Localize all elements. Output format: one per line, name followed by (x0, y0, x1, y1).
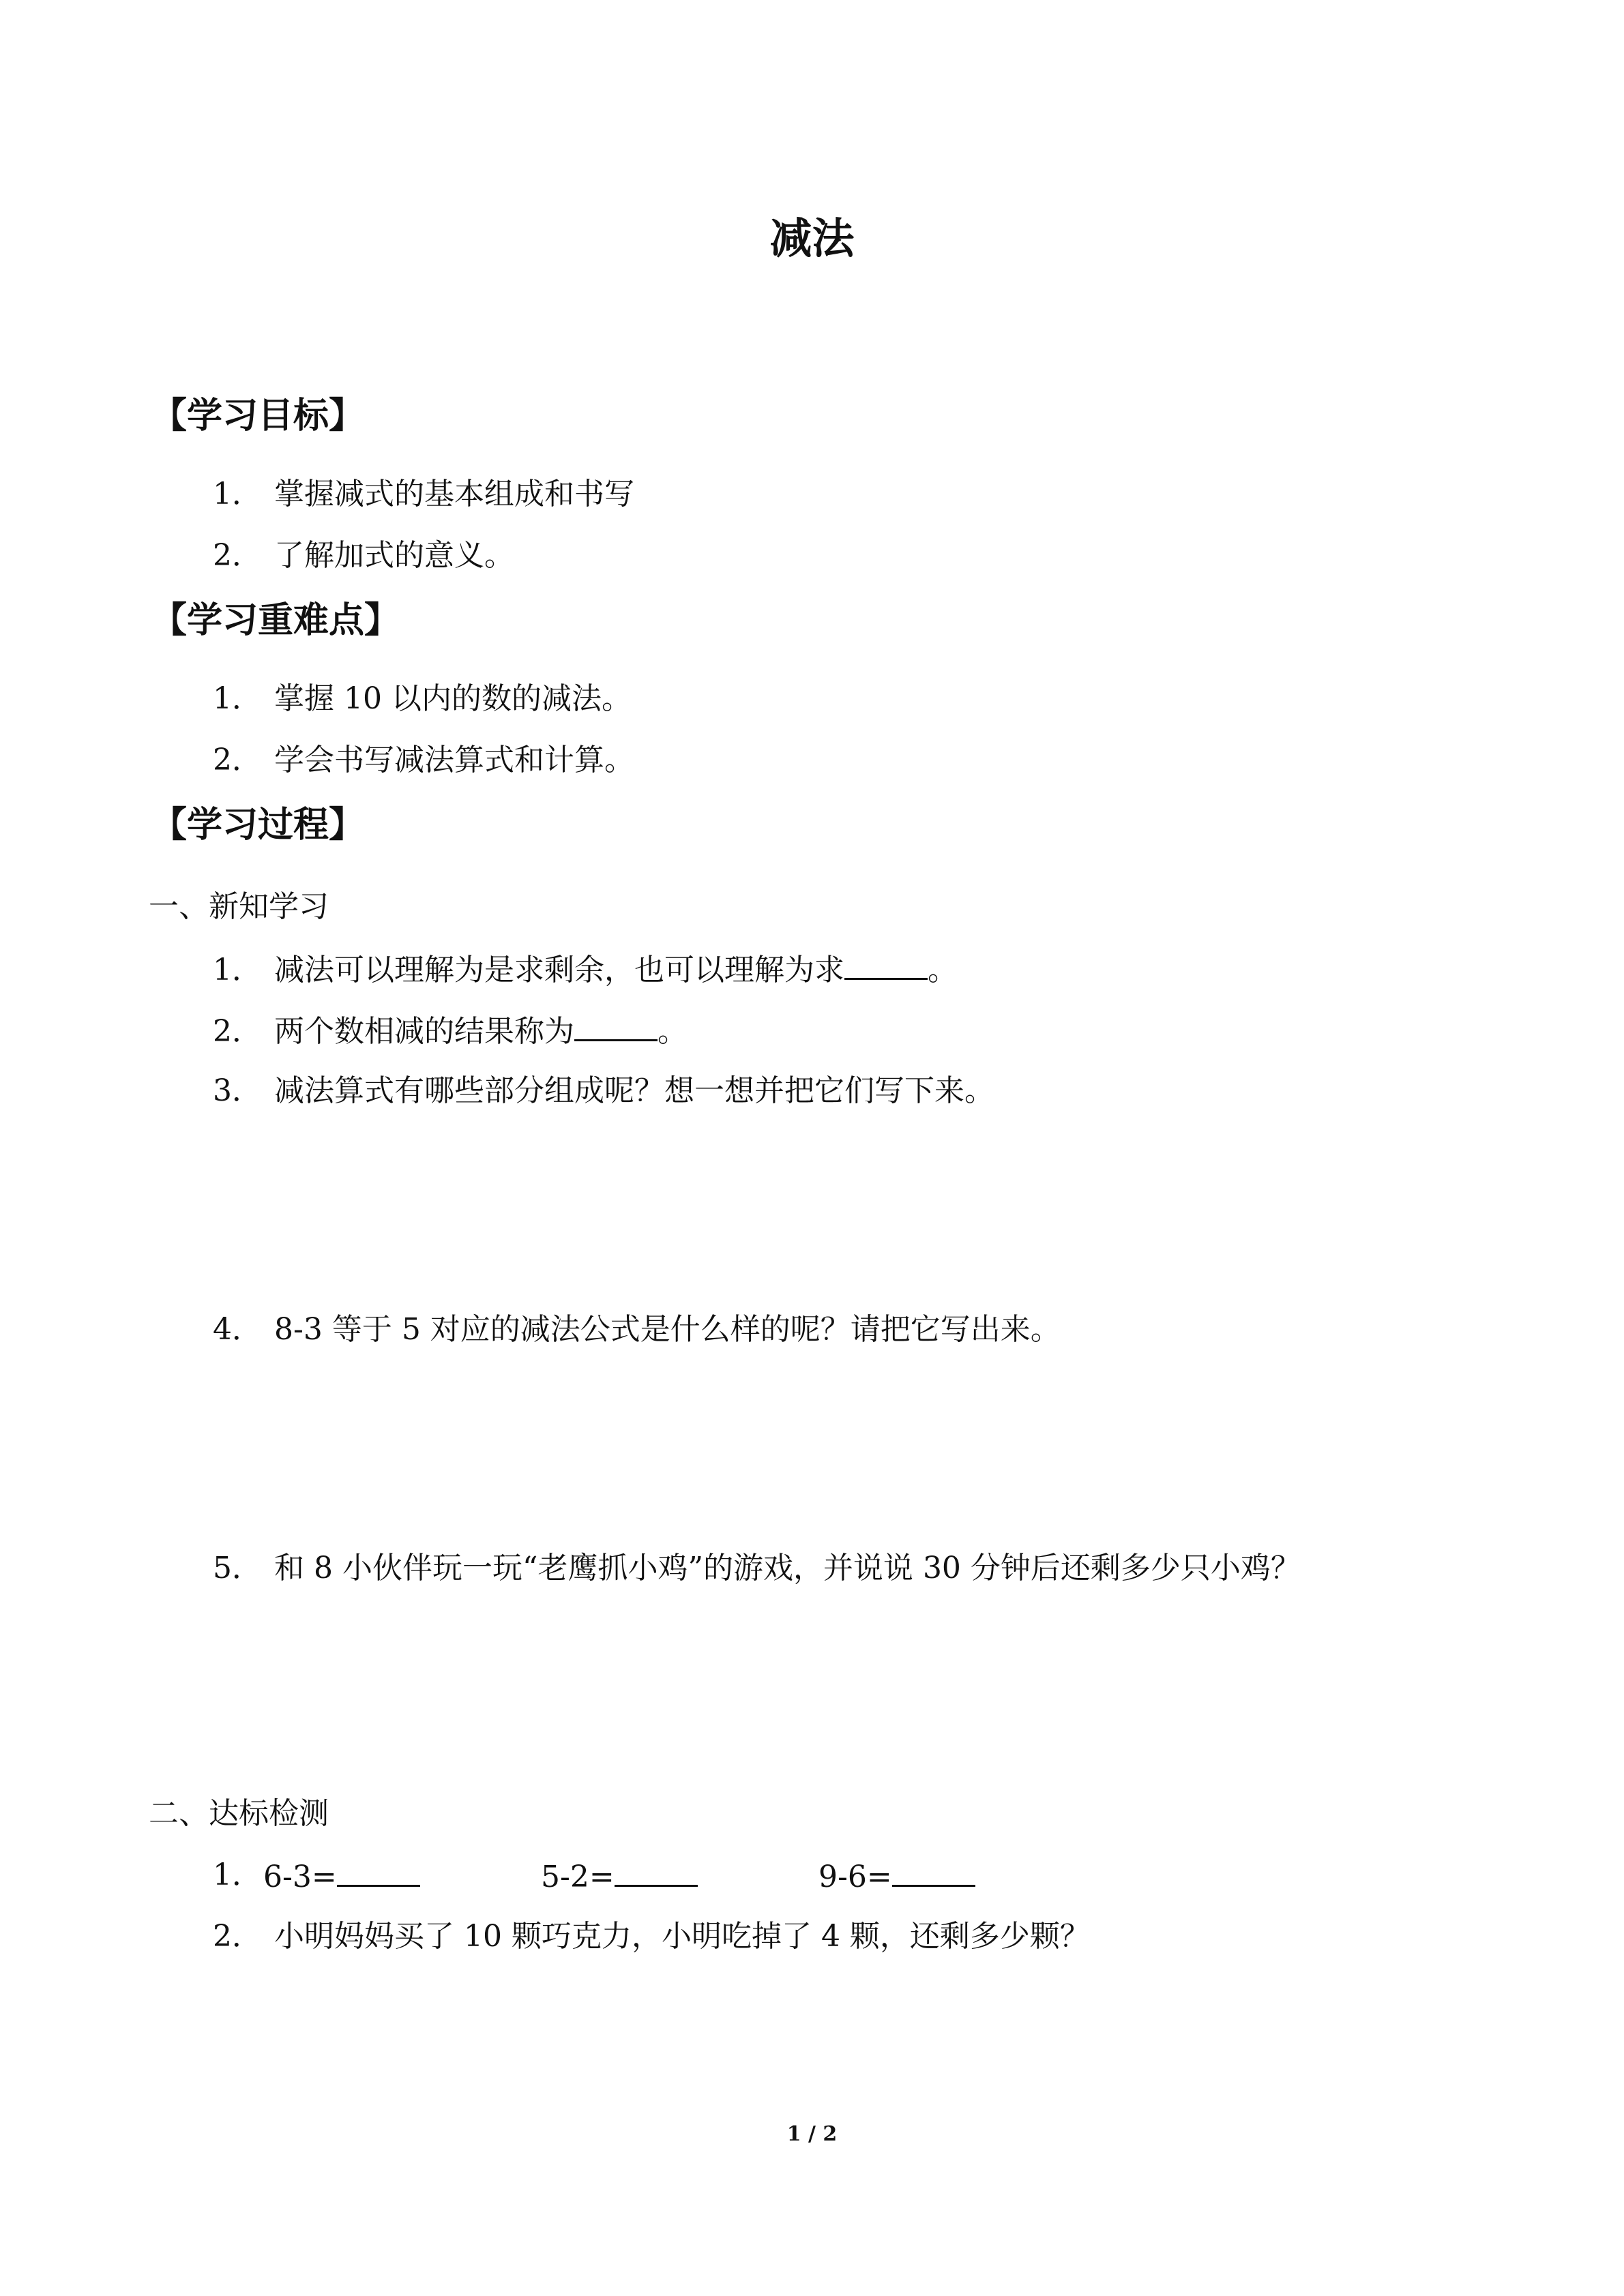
question-text: 小明妈妈买了 10 颗巧克力，小明吃掉了 4 颗，还剩多少颗？ (274, 1919, 1090, 1954)
answer-blank[interactable] (892, 1855, 975, 1887)
question-text: 和 8 小伙伴玩一玩“老鹰抓小鸡”的游戏，并说说 30 分钟后还剩多少只小鸡？ (274, 1551, 1301, 1585)
answer-blank[interactable] (615, 1855, 698, 1887)
section-heading-goals: 【学习目标】 (151, 396, 365, 436)
item-number: 5． (213, 1551, 262, 1585)
section-heading-process: 【学习过程】 (151, 805, 365, 846)
item-number: 1． (213, 1858, 262, 1892)
item-number: 3． (213, 1073, 262, 1108)
item-number: 1． (213, 953, 262, 987)
question-suffix: 。 (658, 1014, 688, 1049)
question-1 (213, 948, 958, 991)
calc-expression-1 (263, 1855, 420, 1898)
item-number: 4． (213, 1312, 262, 1347)
answer-blank[interactable] (574, 1009, 658, 1041)
calc-expression-3 (818, 1855, 975, 1898)
expression-text: 6-3= (263, 1860, 337, 1894)
item-text: 了解加式的意义。 (274, 538, 514, 573)
subsection-heading-assessment: 二、达标检测 (149, 1796, 329, 1831)
item-text: 学会书写减法算式和计算。 (274, 743, 634, 777)
expression-text: 5-2= (541, 1860, 615, 1894)
question-2 (213, 1009, 688, 1052)
goal-item-1 (213, 474, 634, 515)
goal-item-2 (213, 535, 514, 576)
calc-expression-2 (541, 1855, 698, 1898)
question-text: 减法可以理解为是求剩余，也可以理解为求 (274, 953, 844, 987)
answer-blank[interactable] (337, 1855, 420, 1887)
item-text: 掌握减式的基本组成和书写 (274, 477, 634, 511)
expression-text: 9-6= (818, 1860, 892, 1894)
item-text: 掌握 10 以内的数的减法。 (274, 681, 632, 716)
question-3 (213, 1071, 994, 1112)
question-text: 减法算式有哪些部分组成呢？想一想并把它们写下来。 (274, 1073, 994, 1108)
item-number: 1． (213, 477, 262, 511)
section-heading-key-points: 【学习重难点】 (151, 600, 400, 641)
page-number: 1 / 2 (786, 2122, 838, 2146)
key-point-item-1 (213, 679, 632, 719)
item-number: 2． (213, 1919, 262, 1954)
item-number: 2． (213, 538, 262, 573)
question-4 (213, 1309, 1061, 1350)
key-point-item-2 (213, 740, 634, 781)
question-5 (213, 1548, 1301, 1589)
subsection-heading-new-knowledge: 一、新知学习 (149, 889, 329, 924)
item-number: 1． (213, 681, 262, 716)
question-suffix: 。 (928, 953, 958, 987)
item-number: 2． (213, 743, 262, 777)
assessment-question-2 (213, 1916, 1090, 1957)
question-text: 8-3 等于 5 对应的减法公式是什么样的呢？请把它写出来。 (274, 1312, 1061, 1347)
item-number: 2． (213, 1014, 262, 1049)
question-text: 两个数相减的结果称为 (274, 1014, 574, 1049)
answer-blank[interactable] (844, 948, 928, 980)
document-title: 减法 (769, 213, 855, 263)
